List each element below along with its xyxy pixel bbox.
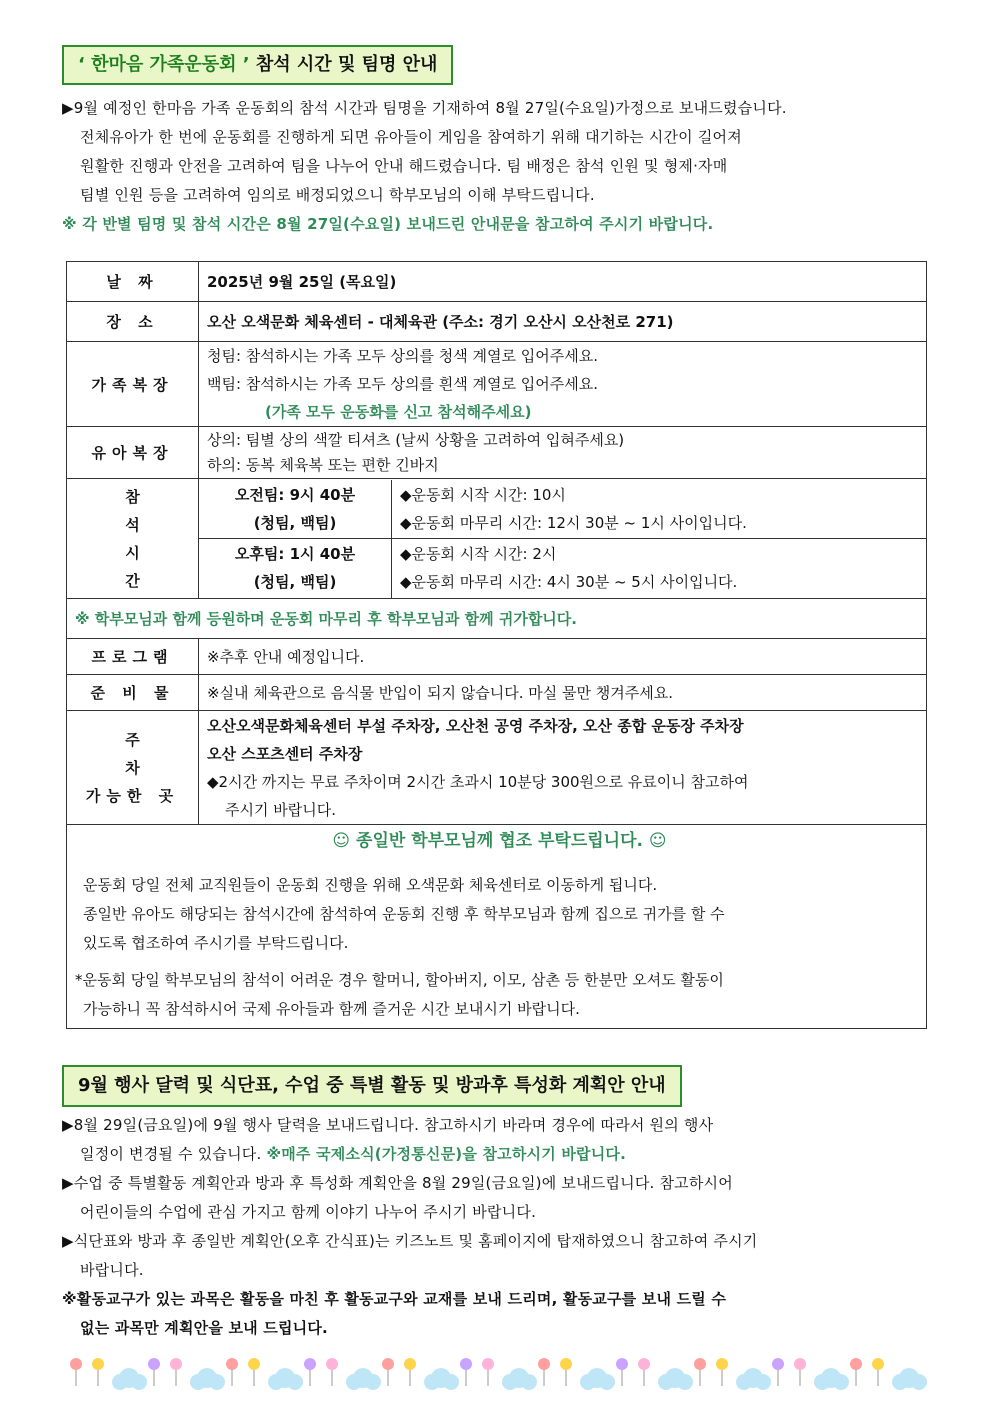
s2-p1-b: 일정이 변경될 수 있습니다. (80, 1145, 267, 1163)
intro-line-3: 원활한 진행과 안전을 고려하여 팀을 나누어 안내 해드렸습니다. 팀 배정은 참석 인원 및 형제·자매 (80, 157, 728, 175)
date-value: 2025년 9월 25일 (목요일) (199, 262, 927, 302)
pm-line-2: ◆운동회 마무리 시간: 4시 30분 ~ 5시 사이입니다. (400, 573, 738, 592)
child-dress-line-1: 상의: 팀별 상의 색깔 티셔츠 (날씨 상황을 고려하여 입혀주세요) (207, 430, 625, 449)
balloon-icon (638, 1358, 650, 1386)
child-dress-cell (199, 427, 927, 479)
intro-line-4: 팀별 인원 등을 고려하여 임의로 배정되었으니 학부모님의 이해 부탁드립니다. (80, 186, 595, 204)
pm-team-sub: (청팀, 백팀) (253, 573, 337, 592)
balloon-icon (850, 1358, 862, 1386)
balloon-icon (482, 1358, 494, 1386)
event-info-table (66, 261, 927, 1029)
balloon-icon (304, 1358, 316, 1386)
balloon-icon (170, 1358, 182, 1386)
attend-time-cell (199, 479, 927, 599)
attend-label-2: 시 간 (125, 543, 180, 590)
balloon-icon (538, 1358, 550, 1386)
am-line-2: ◆운동회 마무리 시간: 12시 30분 ~ 1시 사이입니다. (400, 513, 747, 532)
balloon-icon (382, 1358, 394, 1386)
grandparent-line-1: *운동회 당일 학부모님의 참석이 어려운 경우 할머니, 할아버지, 이모, 삼촌 등 한분만 오셔도 활동이 (75, 971, 724, 989)
event-name: ‘ 한마음 가족운동회 ’ (78, 54, 250, 75)
section1-notice: ※ 각 반별 팀명 및 참석 시간은 8월 27일(수요일) 보내드린 안내문을 참고하여 주시기 바랍니다. (62, 215, 714, 233)
program-value: ※추후 안내 예정입니다. (199, 639, 927, 675)
balloon-icon (92, 1358, 104, 1386)
section1-intro (62, 94, 932, 239)
cloud-icon (112, 1368, 147, 1390)
cloud-icon (736, 1368, 771, 1390)
intro-line-2: 전체유아가 한 번에 운동회를 진행하게 되면 유아들이 게임을 참여하기 위해 대기하는 시간이 길어져 (80, 128, 742, 146)
cloud-icon (346, 1368, 381, 1390)
cloud-icon (892, 1368, 927, 1390)
balloon-icon (226, 1358, 238, 1386)
am-team-sub: (청팀, 백팀) (253, 513, 337, 532)
section2-title-text: 9월 행사 달력 및 식단표, 수업 중 특별 활동 및 방과후 특성화 계획안 안내 (78, 1075, 666, 1096)
family-dress-label: 가족복장 (67, 342, 199, 427)
section2-body (62, 1111, 932, 1343)
parking-label-1: 주 차 (125, 730, 180, 777)
place-value: 오산 오색문화 체육센터 - 대체육관 (주소: 경기 오산시 오산천로 271) (199, 302, 927, 342)
balloon-icon (716, 1358, 728, 1386)
am-team: 오전팀: 9시 40분 (234, 485, 356, 504)
prep-value: ※실내 체육관으로 음식물 반입이 되지 않습니다. 마실 물만 챙겨주세요. (199, 675, 927, 711)
daycare-line-1: 운동회 당일 전체 교직원들이 운동회 진행을 위해 오색문화 체육센터로 이동하게 됩니다. (83, 876, 658, 894)
daycare-cell (67, 825, 927, 1029)
cloud-icon (502, 1368, 537, 1390)
daycare-line-2: 종일반 유아도 해당되는 참석시간에 참석하여 운동회 진행 후 학부모님과 함께 집으로 귀가를 할 수 (83, 905, 725, 923)
family-dress-line-2: 백팀: 참석하시는 가족 모두 상의를 흰색 계열로 입어주세요. (207, 375, 598, 393)
balloon-icon (404, 1358, 416, 1386)
balloon-cloud-border-icon (66, 1356, 927, 1390)
daycare-title: ☺ 종일반 학부모님께 협조 부탁드립니다. ☺ (332, 831, 667, 851)
program-label: 프로그램 (67, 639, 199, 675)
s2-p2-b: 어린이들의 수업에 관심 가지고 함께 이야기 나누어 주시기 바랍니다. (80, 1203, 537, 1221)
balloon-icon (460, 1358, 472, 1386)
s2-p4-a: ※활동교구가 있는 과목은 활동을 마친 후 활동교구와 교재를 보내 드리며, 활동교구를 보내 드릴 수 (62, 1290, 727, 1308)
cloud-icon (580, 1368, 615, 1390)
balloon-icon (248, 1358, 260, 1386)
attend-label-1: 참 석 (125, 487, 180, 534)
am-team-cell (199, 480, 392, 539)
am-line-1: ◆운동회 시작 시간: 10시 (400, 485, 566, 504)
attend-time-label (67, 479, 199, 599)
prep-label: 준 비 물 (67, 675, 199, 711)
balloon-icon (616, 1358, 628, 1386)
intro-line-1: ▶9월 예정인 한마음 가족 운동회의 참석 시간과 팀명을 기재하여 8월 27일(수요일)가정으로 보내드렸습니다. (62, 99, 787, 117)
child-dress-line-2: 하의: 동복 체육복 또는 편한 긴바지 (207, 455, 439, 474)
s2-p3-a: ▶식단표와 방과 후 종일반 계획안(오후 간식표)는 키즈노트 및 홈페이지에 탑재하였으니 참고하여 주시기 (62, 1232, 758, 1250)
parking-fee-2: 주시기 바랍니다. (225, 800, 336, 819)
balloon-icon (872, 1358, 884, 1386)
s2-p1-a: ▶8월 29일(금요일)에 9월 행사 달력을 보내드립니다. 참고하시기 바라며 경우에 따라서 원의 행사 (62, 1116, 714, 1134)
together-note: ※ 학부모님과 함께 등원하며 운동회 마무리 후 학부모님과 함께 귀가합니다. (67, 599, 927, 639)
balloon-icon (148, 1358, 160, 1386)
section2-title (62, 1065, 682, 1107)
cloud-icon (424, 1368, 459, 1390)
date-label: 날 짜 (67, 262, 199, 302)
grandparent-line-2: 가능하니 꼭 참석하시어 국제 유아들과 함께 즐거운 시간 보내시기 바랍니다. (83, 1000, 580, 1018)
family-dress-cell (199, 342, 927, 427)
family-dress-line-1: 청팀: 참석하시는 가족 모두 상의를 청색 계열로 입어주세요. (207, 347, 598, 365)
child-dress-label: 유아복장 (67, 427, 199, 479)
pm-team: 오후팀: 1시 40분 (234, 545, 356, 564)
cloud-icon (268, 1368, 303, 1390)
family-dress-note: (가족 모두 운동화를 신고 참석해주세요) (265, 403, 532, 421)
cloud-icon (658, 1368, 693, 1390)
balloon-icon (326, 1358, 338, 1386)
parking-cell (199, 711, 927, 825)
am-times (392, 480, 927, 539)
cloud-icon (814, 1368, 849, 1390)
place-label: 장 소 (67, 302, 199, 342)
parking-fee-1: ◆2시간 까지는 무료 주차이며 2시간 초과시 10분당 300원으로 유료이니 참고하여 (207, 772, 749, 791)
balloon-icon (772, 1358, 784, 1386)
daycare-line-3: 있도록 협조하여 주시기를 부탁드립니다. (83, 934, 349, 952)
parking-line-1: 오산오색문화체육센터 부설 주차장, 오산천 공영 주차장, 오산 종합 운동장 주차장 (207, 716, 744, 735)
parking-label-2: 가능한 곳 (85, 786, 180, 805)
pm-times (392, 539, 927, 598)
s2-p1-green: ※매주 국제소식(가정통신문)을 참고하시기 바랍니다. (266, 1145, 626, 1163)
s2-p1-b-wrap (62, 1140, 932, 1169)
s2-p2-a: ▶수업 중 특별활동 계획안과 방과 후 특성화 계획안을 8월 29일(금요일)에 보내드립니다. 참고하시어 (62, 1174, 733, 1192)
pm-line-1: ◆운동회 시작 시간: 2시 (400, 545, 557, 564)
parking-line-2: 오산 스포츠센터 주차장 (207, 744, 363, 763)
attend-subtable (199, 480, 926, 598)
section1-title-rest: 참석 시간 및 팀명 안내 (249, 54, 438, 75)
balloon-icon (794, 1358, 806, 1386)
balloon-icon (70, 1358, 82, 1386)
section1-title (62, 45, 453, 85)
pm-team-cell (199, 539, 392, 598)
cloud-icon (190, 1368, 225, 1390)
balloon-icon (560, 1358, 572, 1386)
s2-p4-b: 없는 과목만 계획안을 보내 드립니다. (80, 1319, 328, 1337)
parking-label (67, 711, 199, 825)
balloon-icon (694, 1358, 706, 1386)
s2-p3-b: 바랍니다. (80, 1261, 144, 1279)
